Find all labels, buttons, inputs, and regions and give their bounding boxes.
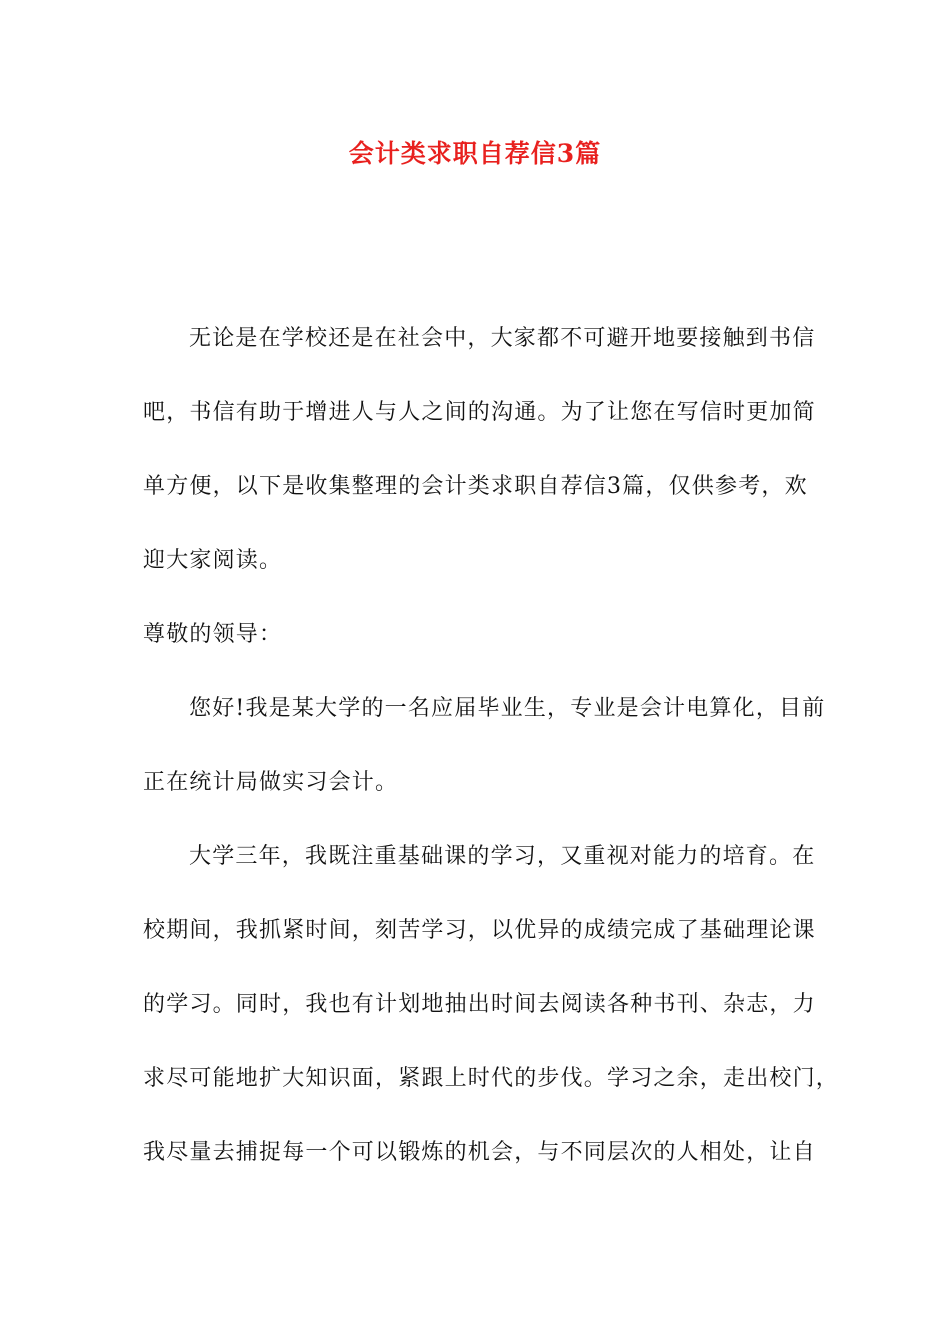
paragraph [143, 672, 826, 820]
document-body [143, 302, 840, 1190]
paragraph [143, 820, 840, 1190]
text-line: 您好!我是某大学的一名应届毕业生，专业是会计电算化，目前 [189, 696, 826, 721]
paragraph [143, 302, 816, 598]
document-title: 会计类求职自荐信3篇 [348, 139, 602, 168]
text-line: 正在统计局做实习会计。 [143, 770, 399, 795]
text-line: 迎大家阅读。 [143, 548, 283, 573]
text-line: 尊敬的领导： [143, 622, 283, 647]
text-line: 求尽可能地扩大知识面，紧跟上时代的步伐。学习之余，走出校门， [143, 1066, 840, 1091]
text-line: 无论是在学校还是在社会中，大家都不可避开地要接触到书信 [189, 326, 816, 351]
text-line: 我尽量去捕捉每一个可以锻炼的机会，与不同层次的人相处，让自 [143, 1140, 816, 1165]
text-line: 大学三年，我既注重基础课的学习，又重视对能力的培育。在 [189, 844, 816, 869]
text-line: 校期间，我抓紧时间，刻苦学习，以优异的成绩完成了基础理论课 [143, 918, 816, 943]
text-line: 吧，书信有助于增进人与人之间的沟通。为了让您在写信时更加简 [143, 400, 816, 425]
paragraph [143, 598, 807, 672]
text-line: 的学习。同时，我也有计划地抽出时间去阅读各种书刊、杂志，力 [143, 992, 816, 1017]
text-line: 单方便，以下是收集整理的会计类求职自荐信3篇，仅供参考，欢 [143, 474, 808, 499]
